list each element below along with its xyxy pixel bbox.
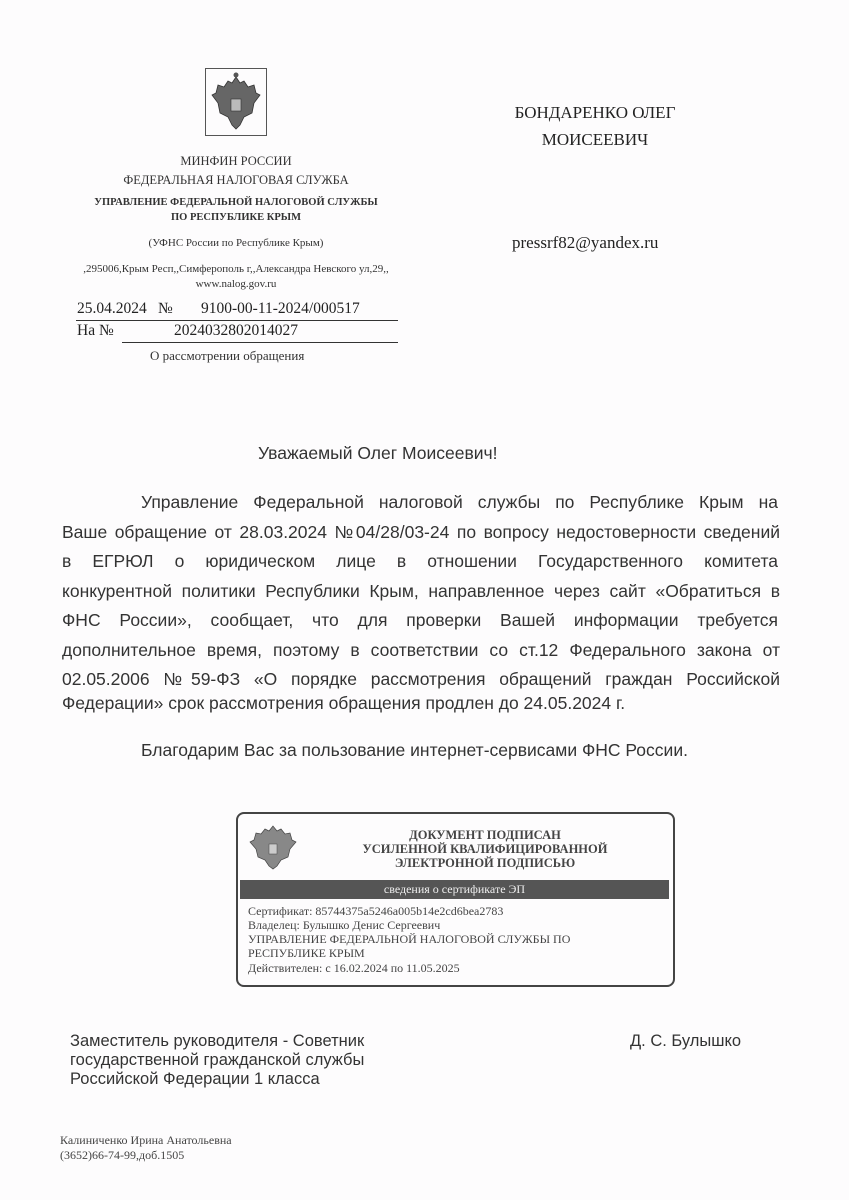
stamp-validity: Действителен: с 16.02.2024 по 11.05.2025 xyxy=(248,961,460,975)
body-line-2: Ваше обращение от 28.03.2024 №04/28/03-24 по вопросу недостоверности сведений xyxy=(62,522,780,542)
body-line-4: конкурентной политики Республики Крым, направленное через сайт «Обратиться в xyxy=(62,581,780,601)
letter-number-label: № xyxy=(158,300,173,317)
stamp-title-line1: ДОКУМЕНТ ПОДПИСАН xyxy=(409,828,561,842)
department-website: www.nalog.gov.ru xyxy=(195,278,277,290)
letter-date: 25.04.2024 xyxy=(77,300,147,317)
greeting: Уважаемый Олег Моисеевич! xyxy=(258,443,498,463)
closing-text: Благодарим Вас за пользование интернет-сервисами ФНС России. xyxy=(141,740,688,760)
stamp-owner: Владелец: Булышко Денис Сергеевич xyxy=(248,918,441,932)
reference-number: 2024032802014027 xyxy=(174,322,298,339)
body-line-3: в ЕГРЮЛ о юридическом лице в отношении Государственного комитета xyxy=(62,551,778,571)
recipient-name-line2: МОИСЕЕВИЧ xyxy=(541,130,649,149)
recipient-name-line1: БОНДАРЕНКО ОЛЕГ xyxy=(514,103,676,122)
stamp-title-line2: УСИЛЕННОЙ КВАЛИФИЦИРОВАННОЙ xyxy=(362,842,608,856)
service-name: ФЕДЕРАЛЬНАЯ НАЛОГОВАЯ СЛУЖБА xyxy=(123,173,349,187)
letter-number: 9100-00-11-2024/000517 xyxy=(201,300,360,317)
reference-underline xyxy=(122,342,398,343)
stamp-certificate-band: сведения о сертификате ЭП xyxy=(240,880,669,899)
body-line-5: ФНС России», сообщает, что для проверки Вашей информации требуется xyxy=(62,610,778,630)
double-headed-eagle-icon xyxy=(206,69,266,135)
signer-position-line2: государственной гражданской службы xyxy=(70,1051,365,1069)
signer-position-line3: Российской Федерации 1 класса xyxy=(70,1070,320,1088)
stamp-organization-line1: УПРАВЛЕНИЕ ФЕДЕРАЛЬНОЙ НАЛОГОВОЙ СЛУЖБЫ ПО xyxy=(248,932,571,946)
stamp-title-line3: ЭЛЕКТРОННОЙ ПОДПИСЬЮ xyxy=(394,856,576,870)
body-line-7: 02.05.2006 №59-ФЗ «О порядке рассмотрения обращений граждан Российской xyxy=(62,669,780,689)
executor-name: Калиниченко Ирина Анатольевна xyxy=(60,1133,232,1147)
stamp-certificate: Сертификат: 85744375a5246a005b14e2cd6bea2783 xyxy=(248,904,504,918)
state-emblem xyxy=(205,68,267,136)
department-line1: УПРАВЛЕНИЕ ФЕДЕРАЛЬНОЙ НАЛОГОВОЙ СЛУЖБЫ xyxy=(94,197,378,208)
letter-subject: О рассмотрении обращения xyxy=(150,348,305,363)
stamp-emblem-icon xyxy=(246,820,300,872)
recipient-email: pressrf82@yandex.ru xyxy=(512,233,659,252)
signer-position-line1: Заместитель руководителя - Советник xyxy=(70,1032,365,1050)
department-address: ,295006,Крым Респ,,Симферополь г,,Александра Невского ул,29,, xyxy=(83,263,389,275)
executor-phone: (3652)66-74-99,доб.1505 xyxy=(60,1148,185,1162)
number-underline xyxy=(76,320,398,321)
body-line-8: Федерации» срок рассмотрения обращения продлен до 24.05.2024 г. xyxy=(62,693,626,713)
reference-label: На № xyxy=(77,322,114,339)
body-line-1: Управление Федеральной налоговой службы по Республике Крым на xyxy=(141,492,778,512)
department-short-name: (УФНС России по Республике Крым) xyxy=(148,237,324,249)
signer-name: Д. С. Булышко xyxy=(630,1032,742,1050)
ministry-name: МИНФИН РОССИИ xyxy=(180,154,292,168)
body-line-6: дополнительное время, поэтому в соответствии со ст.12 Федерального закона от xyxy=(62,640,780,660)
department-line2: ПО РЕСПУБЛИКЕ КРЫМ xyxy=(171,212,301,223)
stamp-organization-line2: РЕСПУБЛИКЕ КРЫМ xyxy=(248,946,365,960)
